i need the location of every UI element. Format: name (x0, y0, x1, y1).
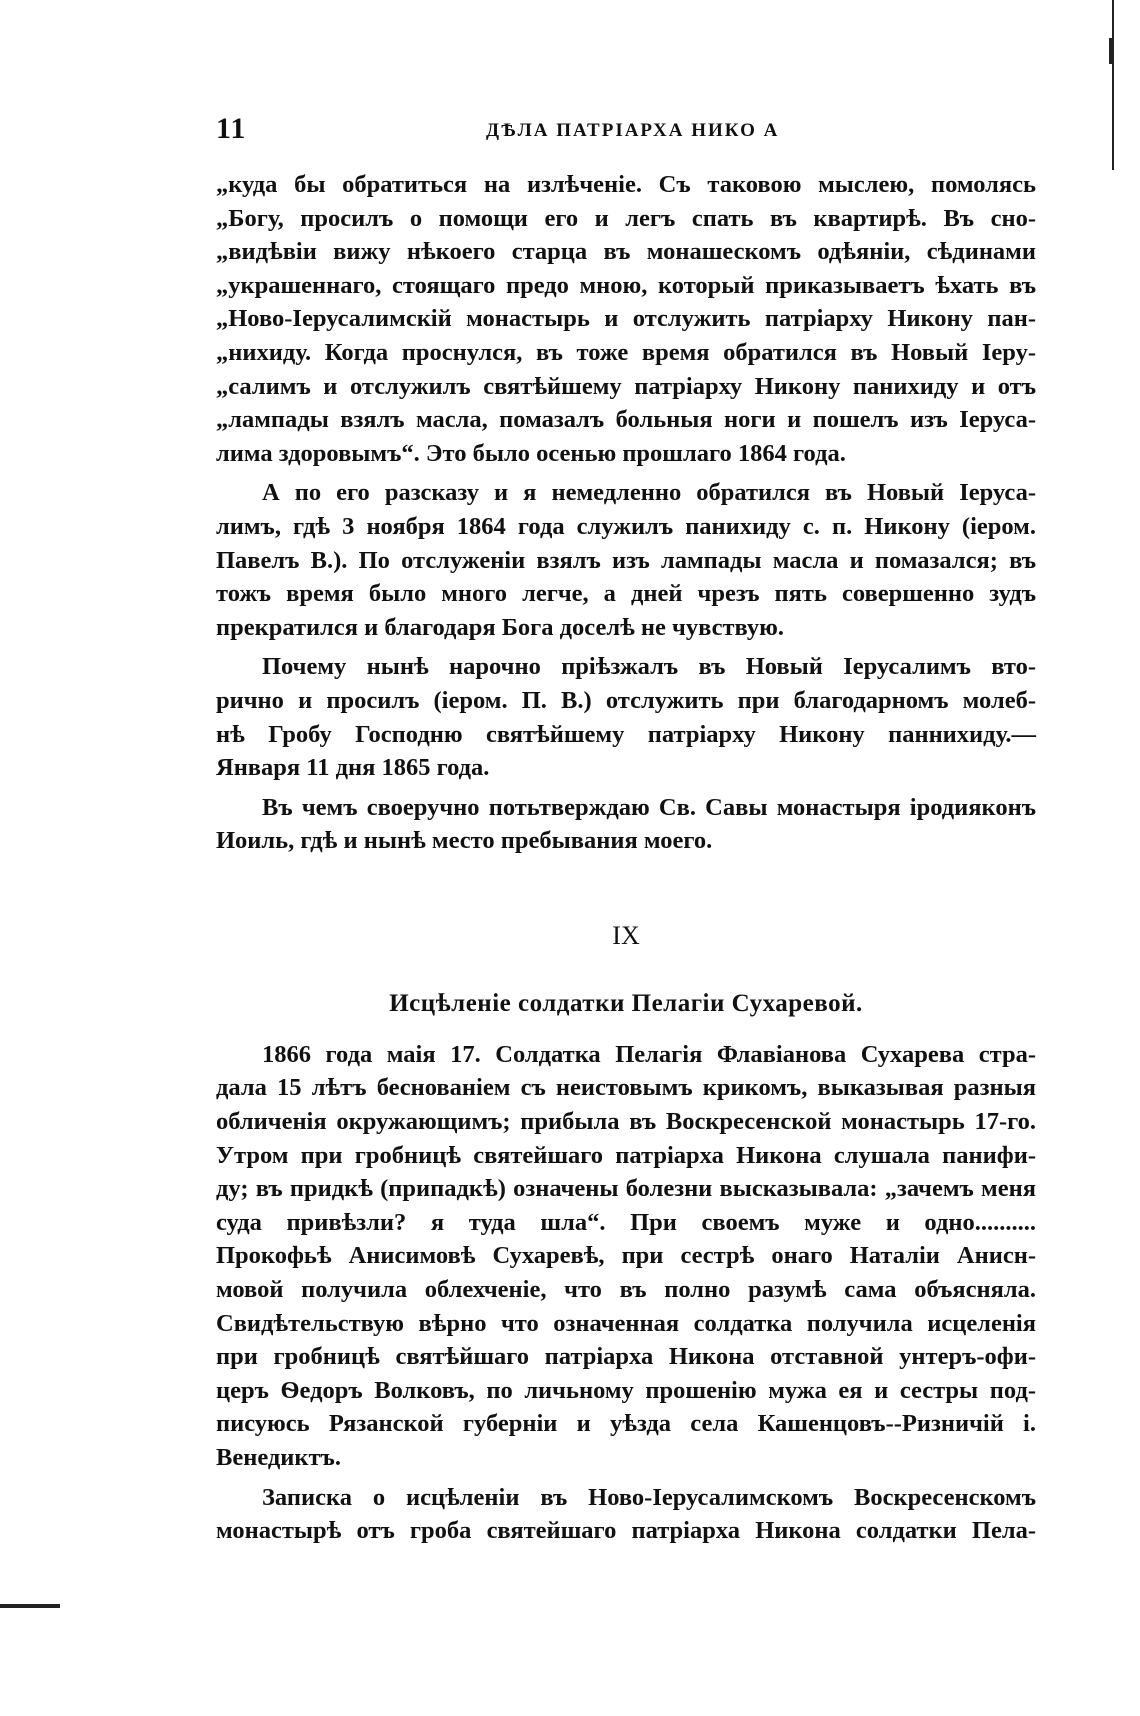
text-line: Почему нынѣ нарочно пріѣзжалъ въ Новый Іерусалимъ вто- (262, 653, 1036, 681)
text-line: „украшеннаго, стоящаго предо мною, который приказываетъ ѣхать въ (216, 271, 1036, 299)
text-line: Января 11 дня 1865 года. (216, 754, 490, 782)
paragraph-6 (216, 1481, 1036, 1548)
text-line: „Ново-Іерусалимскій монастырь и отслужить патріарху Никону пан- (216, 305, 1036, 333)
paragraph-3 (216, 650, 1036, 784)
text-line: прекратился и благодаря Бога доселѣ не чувствую. (216, 613, 785, 641)
text-line: рично и просилъ (іером. П. В.) отслужить при благодарномъ молеб- (216, 686, 1036, 714)
text-line: „куда бы обратиться на излѣченіе. Съ таковою мыслею, помолясь (216, 171, 1036, 198)
paragraph-1 (216, 168, 1036, 470)
text-line: Павелъ В.). По отслуженіи взялъ изъ лампады масла и помазался; въ (216, 546, 1036, 574)
text-line: Иоиль, гдѣ и нынѣ место пребывания моего. (216, 827, 713, 855)
text-line: при гробницѣ святѣйшаго патріарха Никона отставной унтеръ-офи- (216, 1343, 1036, 1371)
text-line: Свидѣтельствую вѣрно что означенная солдатка получила исцеленія (216, 1309, 1036, 1337)
text-line: Въ чемъ своеручно потьтверждаю Св. Савы монастыря іродияконъ (262, 793, 1036, 821)
text-line: церъ Ѳедоръ Волковъ, по личьному прошенію мужа ея и сестры под- (216, 1376, 1036, 1404)
text-line: лима здоровымъ“. Это было осенью прошлаго 1864 года. (216, 439, 846, 467)
text-line: „салимъ и отслужилъ святѣйшему патріарху Никону панихиду и отъ (216, 372, 1036, 400)
paragraph-2 (216, 476, 1036, 644)
text-line: Венедиктъ. (216, 1444, 341, 1471)
body-text (216, 168, 1036, 1548)
scan-edge-mark (1109, 38, 1113, 64)
text-line: 1866 года маія 17. Солдатка Пелагія Флавіанова Сухарева стра- (262, 1040, 1036, 1068)
text-line: дала 15 лѣтъ беснованіем съ неистовымъ крикомъ, выказывая разныя (216, 1074, 1036, 1102)
text-line: лимъ, гдѣ 3 ноября 1864 года служилъ панихиду с. п. Никону (іером. (216, 512, 1036, 540)
text-line: тожъ время было много легче, а дней чрезъ пять совершенно зудъ (216, 580, 1036, 608)
text-line: нѣ Гробу Господню святѣйшему патріарху Никону паннихиду.— (216, 720, 1036, 748)
text-line: „Богу, просилъ о помощи его и легъ спать въ квартирѣ. Въ сно- (216, 204, 1036, 232)
paragraph-5 (216, 1038, 1036, 1475)
text-line: мовой получила облехченіе, что въ полно разумѣ сама объясняла. (216, 1276, 1036, 1304)
scan-edge-mark (1112, 0, 1114, 170)
text-line: Записка о исцѣленіи въ Ново-Іерусалимскомъ Воскресенскомъ (262, 1483, 1036, 1511)
text-line: ду; въ придкѣ (припадкѣ) означены болезни высказывала: „зачемъ меня (216, 1175, 1036, 1203)
section-numeral: IX (612, 920, 640, 950)
text-line: А по его разсказу и я немедленно обратился въ Новый Іеруса- (262, 479, 1036, 507)
text-line: суда привѣзли? я туда шла“. При своемъ муже и одно.......... (216, 1208, 1036, 1236)
text-line: Прокофьѣ Анисимовѣ Сухаревѣ, при сестрѣ онаго Наталіи Анисн- (216, 1242, 1036, 1270)
running-head: ДѢЛА ПАТРІАРХА НИКО А (486, 120, 780, 141)
text-line: писуюсь Рязанской губерніи и уѣзда села Кашенцовъ--Ризничій і. (216, 1410, 1036, 1438)
page-number: 11 (216, 112, 247, 145)
scan-smudge (0, 1604, 60, 1608)
text-line: Утром при гробницѣ святейшаго патріарха Никона слушала панифи- (216, 1141, 1036, 1169)
text-line: обличенія окружающимъ; прибыла въ Воскресенской монастырь 17-го. (216, 1108, 1036, 1136)
text-line: монастырѣ отъ гроба святейшаго патріарха Никона солдатки Пела- (216, 1517, 1036, 1545)
page-header (216, 112, 1036, 152)
text-line: „нихиду. Когда проснулся, въ тоже время обратился въ Новый Іеру- (216, 338, 1036, 366)
text-line: „лампады взялъ масла, помазалъ больныя ноги и пошелъ изъ Іеруса- (216, 406, 1036, 434)
section-title: Исцѣленіе солдатки Пелагіи Сухаревой. (389, 989, 863, 1017)
text-line: „видѣвіи вижу нѣкоего старца въ монашескомъ одѣяніи, сѣдинами (216, 238, 1036, 266)
paragraph-4 (216, 791, 1036, 858)
